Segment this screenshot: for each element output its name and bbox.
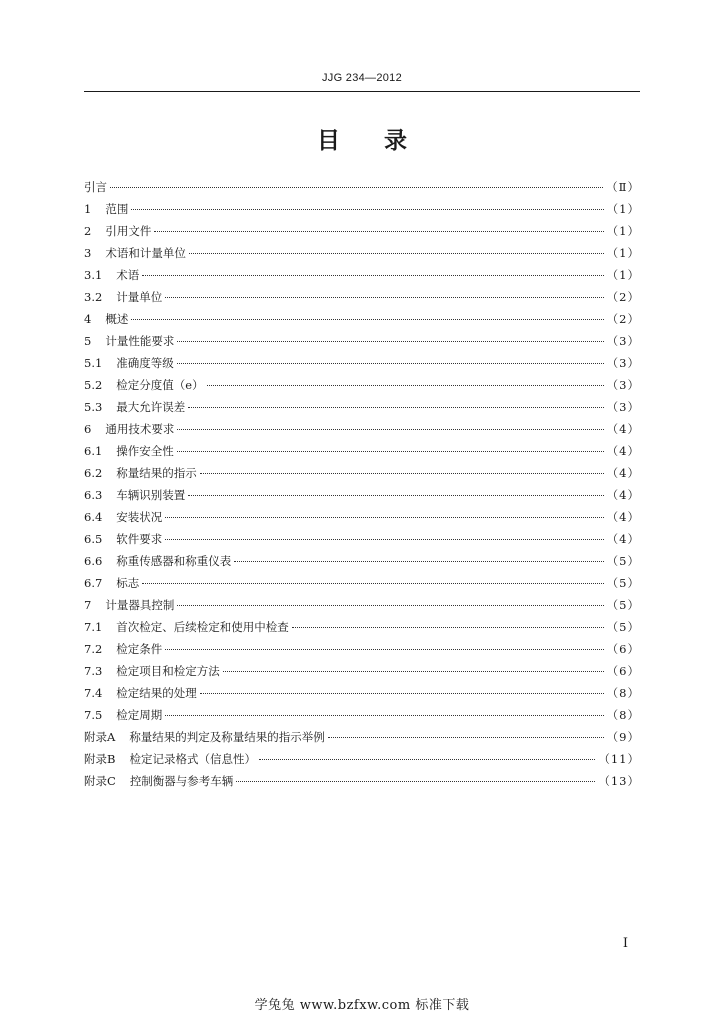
toc-entry[interactable]: [84, 176, 640, 198]
toc-entry[interactable]: [84, 264, 640, 286]
toc-entry-number: 附录C: [84, 774, 116, 788]
toc-entry-title: 软件要求: [116, 532, 163, 546]
toc-entry-page: （3）: [606, 378, 640, 392]
toc-entry-title: 术语: [116, 268, 140, 282]
toc-entry-number: 7.1: [84, 620, 103, 634]
toc-entry[interactable]: [84, 374, 640, 396]
toc-dot-leader: [292, 627, 604, 628]
toc-entry-title: 准确度等级: [116, 356, 174, 370]
toc-entry[interactable]: [84, 616, 640, 638]
toc-dot-leader: [177, 605, 603, 606]
toc-entry-page: （2）: [606, 290, 640, 304]
toc-entry[interactable]: [84, 396, 640, 418]
toc-entry[interactable]: [84, 528, 640, 550]
toc-entry-page: （4）: [606, 532, 640, 546]
toc-title: 目录: [317, 128, 451, 154]
toc-entry-number: 3: [84, 246, 92, 260]
toc-dot-leader: [165, 649, 603, 650]
toc-entry[interactable]: [84, 418, 640, 440]
toc-entry-title: 引言: [84, 180, 107, 194]
toc-entry-title: 称重传感器和称重仪表: [116, 554, 232, 568]
toc-dot-leader: [234, 561, 603, 562]
toc-dot-leader: [328, 737, 604, 738]
toc-dot-leader: [142, 275, 603, 276]
header-rule: [84, 91, 640, 92]
toc-entry-page: （6）: [606, 664, 640, 678]
toc-entry-page: （1）: [606, 268, 640, 282]
toc-entry[interactable]: [84, 462, 640, 484]
toc-entry[interactable]: [84, 308, 640, 330]
toc-entry-number: 3.1: [84, 268, 103, 282]
toc-dot-leader: [236, 781, 595, 782]
toc-dot-leader: [207, 385, 604, 386]
toc-entry-number: 5.3: [84, 400, 103, 414]
toc-dot-leader: [200, 693, 604, 694]
toc-entry[interactable]: [84, 682, 640, 704]
toc-entry-page: （1）: [606, 246, 640, 260]
toc-dot-leader: [165, 517, 603, 518]
toc-entry-title: 操作安全性: [116, 444, 174, 458]
toc-entry-number: 6.5: [84, 532, 103, 546]
toc-entry-page: （1）: [606, 202, 640, 216]
toc-entry-number: 4: [84, 312, 92, 326]
standard-code-header: JJG 234—2012: [321, 72, 403, 84]
toc-entry[interactable]: [84, 352, 640, 374]
toc-entry-title: 检定分度值（e）: [116, 378, 204, 392]
toc-entry-page: （3）: [606, 400, 640, 414]
toc-entry-title: 首次检定、后续检定和使用中检查: [116, 620, 289, 634]
toc-entry-number: 7.3: [84, 664, 103, 678]
toc-entry-page: （6）: [606, 642, 640, 656]
toc-entry-number: 6.3: [84, 488, 103, 502]
toc-entry-number: 5.1: [84, 356, 103, 370]
toc-entry-page: （3）: [606, 356, 640, 370]
toc-dot-leader: [131, 209, 603, 210]
toc-dot-leader: [177, 341, 603, 342]
toc-dot-leader: [154, 231, 603, 232]
toc-entry[interactable]: [84, 506, 640, 528]
toc-dot-leader: [142, 583, 603, 584]
toc-dot-leader: [188, 495, 603, 496]
toc-entry-number: 6.7: [84, 576, 103, 590]
toc-entry-page: （4）: [606, 466, 640, 480]
toc-entry-title: 计量性能要求: [105, 334, 175, 348]
toc-entry-title: 范围: [105, 202, 129, 216]
toc-entry-number: 6.6: [84, 554, 103, 568]
toc-entry-page: （3）: [606, 334, 640, 348]
toc-entry-number: 6.2: [84, 466, 103, 480]
toc-entry-page: （5）: [606, 554, 640, 568]
toc-entry[interactable]: [84, 748, 640, 770]
toc-dot-leader: [165, 539, 603, 540]
toc-dot-leader: [223, 671, 604, 672]
toc-entry-number: 7: [84, 598, 92, 612]
toc-entry[interactable]: [84, 638, 640, 660]
toc-dot-leader: [177, 451, 604, 452]
toc-dot-leader: [131, 319, 603, 320]
toc-entry-number: 7.5: [84, 708, 103, 722]
toc-entry[interactable]: [84, 572, 640, 594]
toc-entry[interactable]: [84, 198, 640, 220]
toc-dot-leader: [165, 715, 603, 716]
toc-entry-page: （8）: [606, 708, 640, 722]
toc-entry-title: 检定项目和检定方法: [116, 664, 220, 678]
toc-dot-leader: [259, 759, 595, 760]
toc-entry[interactable]: [84, 242, 640, 264]
toc-entry-page: （4）: [606, 422, 640, 436]
toc-entry-title: 计量器具控制: [105, 598, 175, 612]
toc-entry[interactable]: [84, 286, 640, 308]
toc-entry[interactable]: [84, 440, 640, 462]
toc-entry-title: 通用技术要求: [105, 422, 175, 436]
toc-entry-title: 概述: [105, 312, 129, 326]
table-of-contents: [84, 176, 640, 792]
toc-dot-leader: [177, 363, 604, 364]
toc-entry-number: 3.2: [84, 290, 103, 304]
toc-entry-page: （4）: [606, 488, 640, 502]
toc-entry-title: 控制衡器与参考车辆: [129, 774, 234, 788]
toc-entry-page: （5）: [606, 598, 640, 612]
toc-entry[interactable]: [84, 726, 640, 748]
toc-entry-page: （2）: [606, 312, 640, 326]
toc-dot-leader: [110, 187, 603, 188]
toc-entry-title: 最大允许误差: [116, 400, 186, 414]
toc-entry-title: 检定记录格式（信息性）: [129, 752, 256, 766]
toc-entry-number: 附录B: [84, 752, 116, 766]
toc-entry-page: （8）: [606, 686, 640, 700]
toc-entry-page: （4）: [606, 510, 640, 524]
toc-entry-number: 2: [84, 224, 92, 238]
toc-entry-title: 安装状况: [116, 510, 163, 524]
toc-entry[interactable]: [84, 770, 640, 792]
toc-entry[interactable]: [84, 484, 640, 506]
toc-entry-number: 6.1: [84, 444, 103, 458]
toc-entry-number: 附录A: [84, 730, 116, 744]
toc-entry-title: 术语和计量单位: [105, 246, 186, 260]
toc-entry-title: 检定结果的处理: [116, 686, 197, 700]
page-number: I: [622, 936, 628, 951]
site-watermark: 学兔兔 www.bzfxw.com 标准下载: [254, 998, 470, 1013]
toc-entry[interactable]: [84, 594, 640, 616]
toc-entry[interactable]: [84, 704, 640, 726]
toc-entry-number: 7.2: [84, 642, 103, 656]
toc-entry-page: （Ⅱ）: [606, 180, 640, 194]
toc-entry-title: 计量单位: [116, 290, 163, 304]
toc-dot-leader: [200, 473, 604, 474]
toc-entry-page: （5）: [606, 620, 640, 634]
toc-entry-title: 检定周期: [116, 708, 163, 722]
toc-dot-leader: [188, 407, 603, 408]
toc-dot-leader: [189, 253, 604, 254]
toc-entry-number: 7.4: [84, 686, 103, 700]
toc-entry-number: 6: [84, 422, 92, 436]
toc-entry[interactable]: [84, 330, 640, 352]
toc-entry[interactable]: [84, 220, 640, 242]
toc-entry-page: （1）: [606, 224, 640, 238]
toc-entry[interactable]: [84, 550, 640, 572]
toc-entry-title: 称量结果的指示: [116, 466, 197, 480]
toc-entry-page: （9）: [606, 730, 640, 744]
toc-entry-number: 1: [84, 202, 92, 216]
toc-entry-page: （13）: [598, 774, 640, 788]
toc-entry-number: 5.2: [84, 378, 103, 392]
toc-entry-page: （11）: [598, 752, 640, 766]
toc-entry-title: 称量结果的判定及称量结果的指示举例: [129, 730, 325, 744]
toc-entry-page: （5）: [606, 576, 640, 590]
toc-entry[interactable]: [84, 660, 640, 682]
toc-dot-leader: [165, 297, 603, 298]
toc-entry-title: 车辆识别装置: [116, 488, 186, 502]
toc-dot-leader: [177, 429, 603, 430]
toc-entry-page: （4）: [606, 444, 640, 458]
toc-entry-title: 引用文件: [105, 224, 152, 238]
toc-entry-number: 5: [84, 334, 92, 348]
toc-entry-title: 检定条件: [116, 642, 163, 656]
toc-entry-title: 标志: [116, 576, 140, 590]
toc-entry-number: 6.4: [84, 510, 103, 524]
